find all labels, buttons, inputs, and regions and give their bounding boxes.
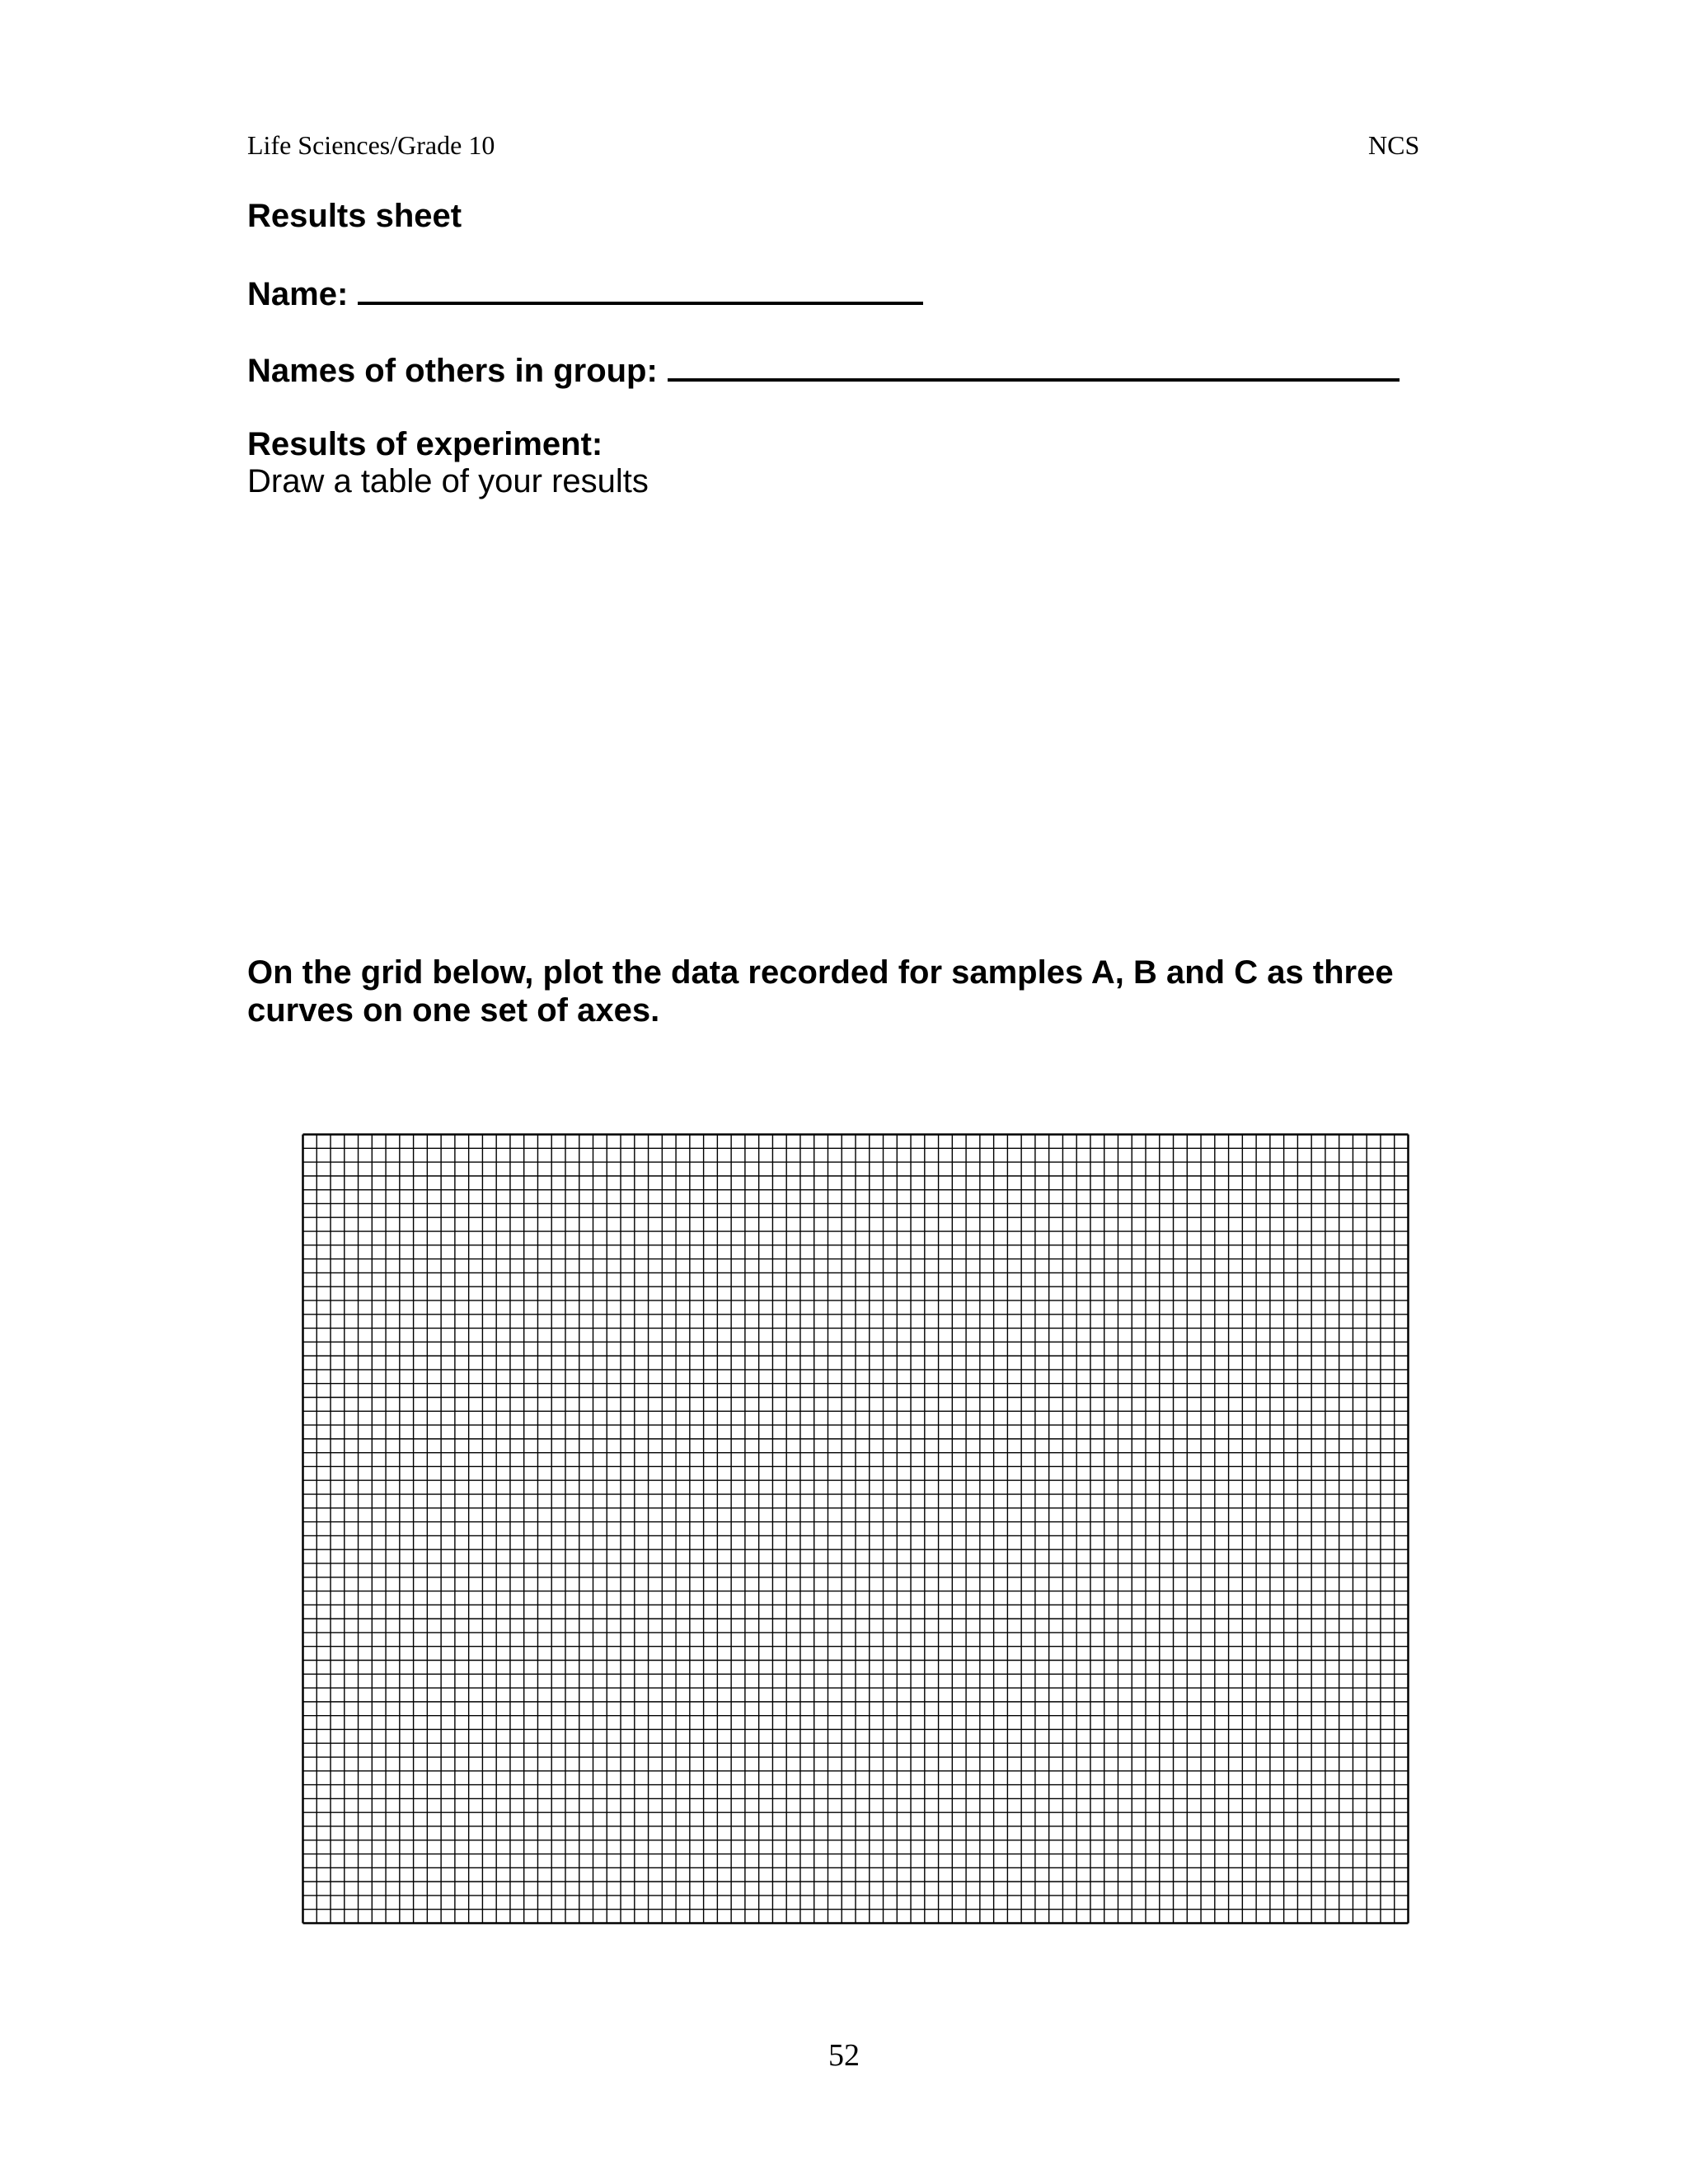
- group-names-input-line[interactable]: [668, 349, 1400, 382]
- plot-instruction: On the grid below, plot the data recorded for samples A, B and C as three curves on one set of axes.: [247, 954, 1394, 1029]
- name-label: Name:: [247, 276, 349, 312]
- results-of-experiment-heading: Results of experiment:: [247, 426, 603, 462]
- page-number: 52: [828, 2038, 860, 2073]
- running-header-ncs: NCS: [1368, 130, 1420, 160]
- results-sheet-title: Results sheet: [247, 198, 462, 234]
- draw-table-instruction: Draw a table of your results: [247, 463, 649, 499]
- grid-svg: [302, 1133, 1409, 1924]
- group-names-label: Names of others in group:: [247, 353, 658, 389]
- group-names-row: [247, 349, 1400, 391]
- name-input-line[interactable]: [358, 272, 923, 305]
- graph-paper-grid[interactable]: [302, 1133, 1409, 1924]
- name-row: [247, 272, 923, 314]
- running-header-subject: Life Sciences/Grade 10: [247, 130, 495, 160]
